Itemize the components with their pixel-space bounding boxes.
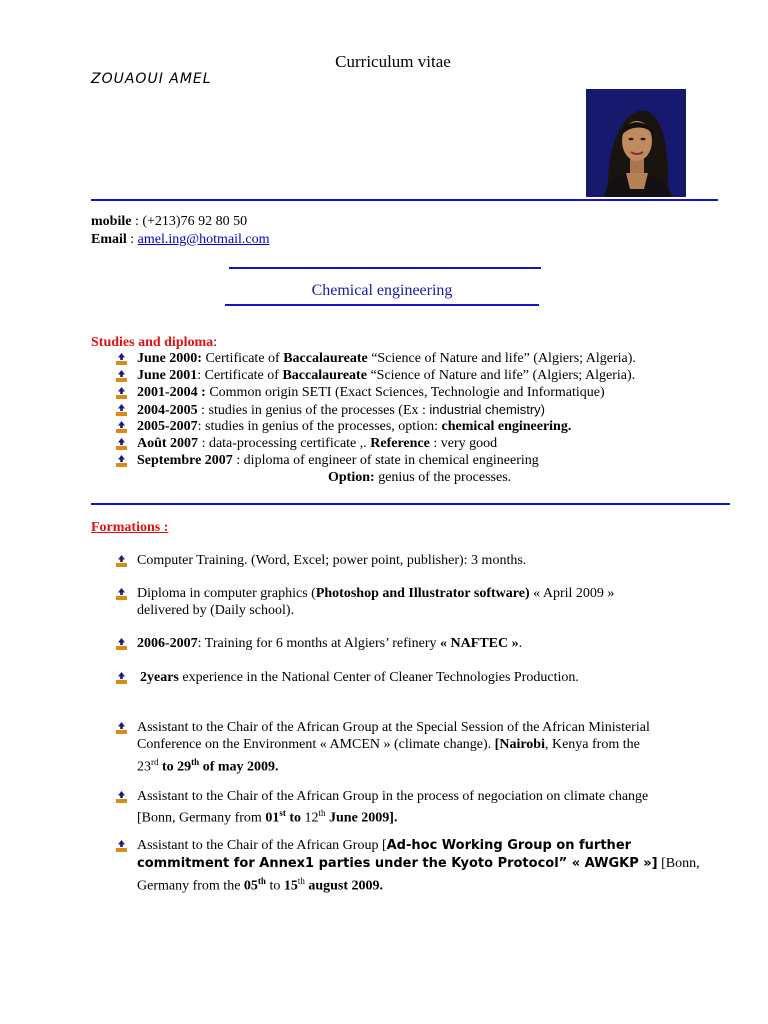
formation-text: delivered by (Daily school). <box>137 603 295 618</box>
study-text: : studies in genius of the processes, option: <box>197 419 442 434</box>
formation-text: : Training for 6 months at Algiers’ refinery <box>197 636 441 651</box>
profile-photo <box>586 89 686 197</box>
studies-heading <box>91 334 217 351</box>
email-line <box>91 231 270 248</box>
study-date: June 2000: <box>137 351 202 366</box>
formation-bold: Photoshop and Illustrator software) <box>315 586 530 601</box>
ordinal-suffix: th <box>297 876 305 886</box>
study-bold: Reference <box>370 436 430 451</box>
arrow-bullet-icon <box>115 638 128 651</box>
formation-bold: commitment for Annex1 parties under the Kyoto Protocol” « AWGKP »] <box>137 856 658 871</box>
formation-text: « April 2009 » <box>529 586 615 601</box>
ordinal-suffix: rd <box>151 757 159 767</box>
study-date: Septembre 2007 <box>137 453 233 468</box>
formation-bold: 2years <box>140 670 179 685</box>
ordinal-suffix: th <box>257 876 266 886</box>
formation-bold: of may 2009. <box>199 759 279 775</box>
section-divider <box>91 503 730 505</box>
study-date: 2001-2004 : <box>137 385 206 400</box>
formation-text: Assistant to the Chair of the African Group in the process of negociation on climate change <box>137 789 649 804</box>
arrow-bullet-icon <box>115 840 128 853</box>
study-text: “Science of Nature and life” (Algiers; Algeria). <box>366 368 636 383</box>
arrow-bullet-icon <box>115 370 128 383</box>
arrow-bullet-icon <box>115 438 128 451</box>
formation-text: Computer Training. (Word, Excel; power point, publisher): 3 months. <box>137 553 527 568</box>
option-value: genius of the processes. <box>374 470 512 485</box>
formation-text: 12 <box>304 810 319 826</box>
mobile-line <box>91 213 247 230</box>
study-text: : diploma of engineer of state in chemical engineering <box>232 453 539 468</box>
study-text: : very good <box>429 436 498 451</box>
field-title: Chemical engineering <box>311 282 453 299</box>
study-text: : data-processing certificate ,. <box>198 436 371 451</box>
study-bold: Baccalaureate <box>283 351 368 366</box>
formation-bold: « NAFTEC » <box>440 636 519 651</box>
formation-bold: June 2009]. <box>325 810 398 826</box>
study-text: : studies in genius of the processes (Ex : <box>197 403 430 418</box>
formation-bold: 05 <box>243 878 258 894</box>
field-bottom-rule <box>225 304 539 306</box>
studies-heading-text: Studies and diploma <box>91 335 214 350</box>
arrow-bullet-icon <box>115 555 128 568</box>
formation-text: Assistant to the Chair of the African Group at the Special Session of the African Ministerial <box>137 720 650 735</box>
portrait-image <box>586 89 686 197</box>
formation-text: [Bonn, Germany from <box>137 810 266 826</box>
study-text: “Science of Nature and life” (Algiers; Algeria). <box>367 351 636 366</box>
email-separator: : <box>126 232 138 247</box>
formation-text: [Bonn, <box>657 856 700 871</box>
study-date: 2004-2005 <box>137 403 198 418</box>
arrow-bullet-icon <box>115 672 128 685</box>
arrow-bullet-icon <box>115 421 128 434</box>
formation-bold: 2006-2007 <box>137 636 198 651</box>
document-title: Curriculum vitae <box>335 52 451 71</box>
mobile-label: mobile <box>91 214 132 229</box>
option-line <box>328 469 511 486</box>
formation-text: Germany from the <box>137 878 244 894</box>
arrow-bullet-icon <box>115 404 128 417</box>
email-label: Email <box>91 232 127 247</box>
formation-text: Diploma in computer graphics ( <box>137 586 316 601</box>
study-date: 2005-2007 <box>137 419 198 434</box>
study-text: Common origin SETI (Exact Sciences, Technologie and Informatique) <box>205 385 605 400</box>
formations-heading-text: Formations : <box>91 520 169 535</box>
field-top-rule <box>229 267 541 269</box>
arrow-bullet-icon <box>115 353 128 366</box>
studies-heading-colon: : <box>213 335 218 350</box>
formation-bold: 15 <box>283 878 298 894</box>
arrow-bullet-icon <box>115 588 128 601</box>
study-text: Certificate of <box>201 351 284 366</box>
candidate-name: ZOUAOUI AMEL <box>91 71 212 87</box>
formation-bold: [Nairobi <box>494 737 545 752</box>
ordinal-suffix: th <box>318 808 326 818</box>
study-bold: chemical engineering. <box>441 419 572 434</box>
formation-text: . <box>518 636 523 651</box>
arrow-bullet-icon <box>115 722 128 735</box>
ordinal-suffix: th <box>191 757 200 767</box>
formations-heading <box>91 519 168 536</box>
study-date: Août 2007 <box>137 436 199 451</box>
study-text: : Certificate of <box>197 368 283 383</box>
ordinal-suffix: st <box>279 808 286 818</box>
formation-text: 23 <box>137 759 151 775</box>
formation-text: to <box>265 878 284 894</box>
formation-text: experience in the National Center of Cleaner Technologies Production. <box>178 670 579 685</box>
mobile-value: : (+213)76 92 80 50 <box>131 214 248 229</box>
arrow-bullet-icon <box>115 455 128 468</box>
formation-text: , Kenya from the <box>544 737 640 752</box>
header-divider <box>91 199 718 201</box>
arrow-bullet-icon <box>115 387 128 400</box>
formation-bold: to <box>285 810 305 826</box>
email-link[interactable]: amel.ing@hotmail.com <box>137 232 270 247</box>
formation-bold: to 29 <box>158 759 192 775</box>
arrow-bullet-icon <box>115 791 128 804</box>
formation-bold: 01 <box>265 810 280 826</box>
study-date: June 2001 <box>137 368 198 383</box>
formation-bold: Ad-hoc Working Group on further <box>386 838 632 853</box>
formation-text: Conference on the Environment « AMCEN » (climate change). <box>137 737 495 752</box>
study-bold: Baccalaureate <box>282 368 367 383</box>
formation-text: Assistant to the Chair of the African Group [ <box>137 838 387 853</box>
option-label: Option: <box>328 470 375 485</box>
formation-bold: august 2009. <box>304 878 384 894</box>
study-text: industrial chemistry) <box>429 402 546 417</box>
